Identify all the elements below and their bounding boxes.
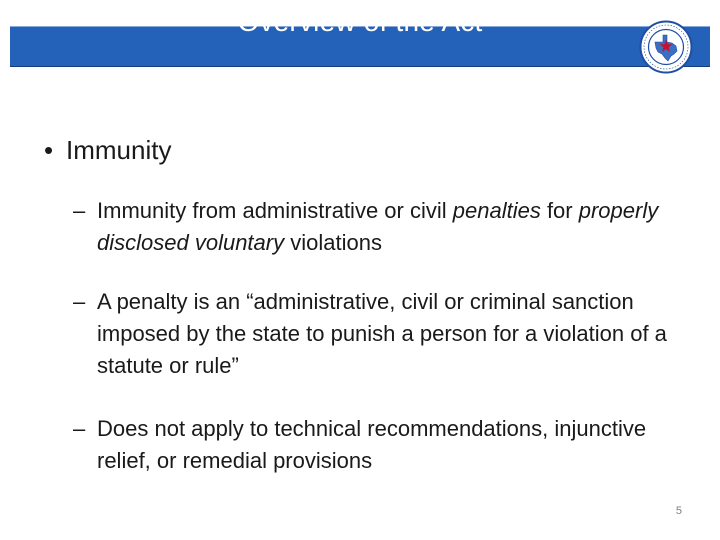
sub-bullet-text: A penalty is an “administrative, civil or criminal sanction imposed by the state to punish a person for a violation of a statute or rule” <box>97 289 667 378</box>
sub-bullet-exclusions <box>73 413 693 477</box>
sub-bullet-text: violations <box>284 230 382 255</box>
bullet-text: Immunity <box>66 135 172 165</box>
dash-glyph: – <box>73 416 86 441</box>
sub-bullet-text: Does not apply to technical recommendations, injunctive relief, or remedial provisions <box>97 416 647 473</box>
sub-bullet-text: Immunity from administrative or civil <box>97 198 453 223</box>
bullet-immunity <box>44 132 171 168</box>
dash-glyph: – <box>73 289 86 314</box>
bullet-glyph: • <box>44 135 54 165</box>
sub-bullet-text: for <box>540 198 579 223</box>
sub-bullet-penalty-definition <box>73 286 693 382</box>
sub-bullet-immunity-scope <box>73 195 693 259</box>
page-number: 5 <box>675 505 682 517</box>
dash-glyph: – <box>73 198 86 223</box>
emphasis-properly-disclosed-voluntary: properly disclosed voluntary <box>97 198 659 255</box>
emphasis-penalties: penalties <box>452 198 541 223</box>
texas-agency-seal-icon <box>639 20 693 74</box>
slide-title: Overview of the Act <box>237 6 483 37</box>
